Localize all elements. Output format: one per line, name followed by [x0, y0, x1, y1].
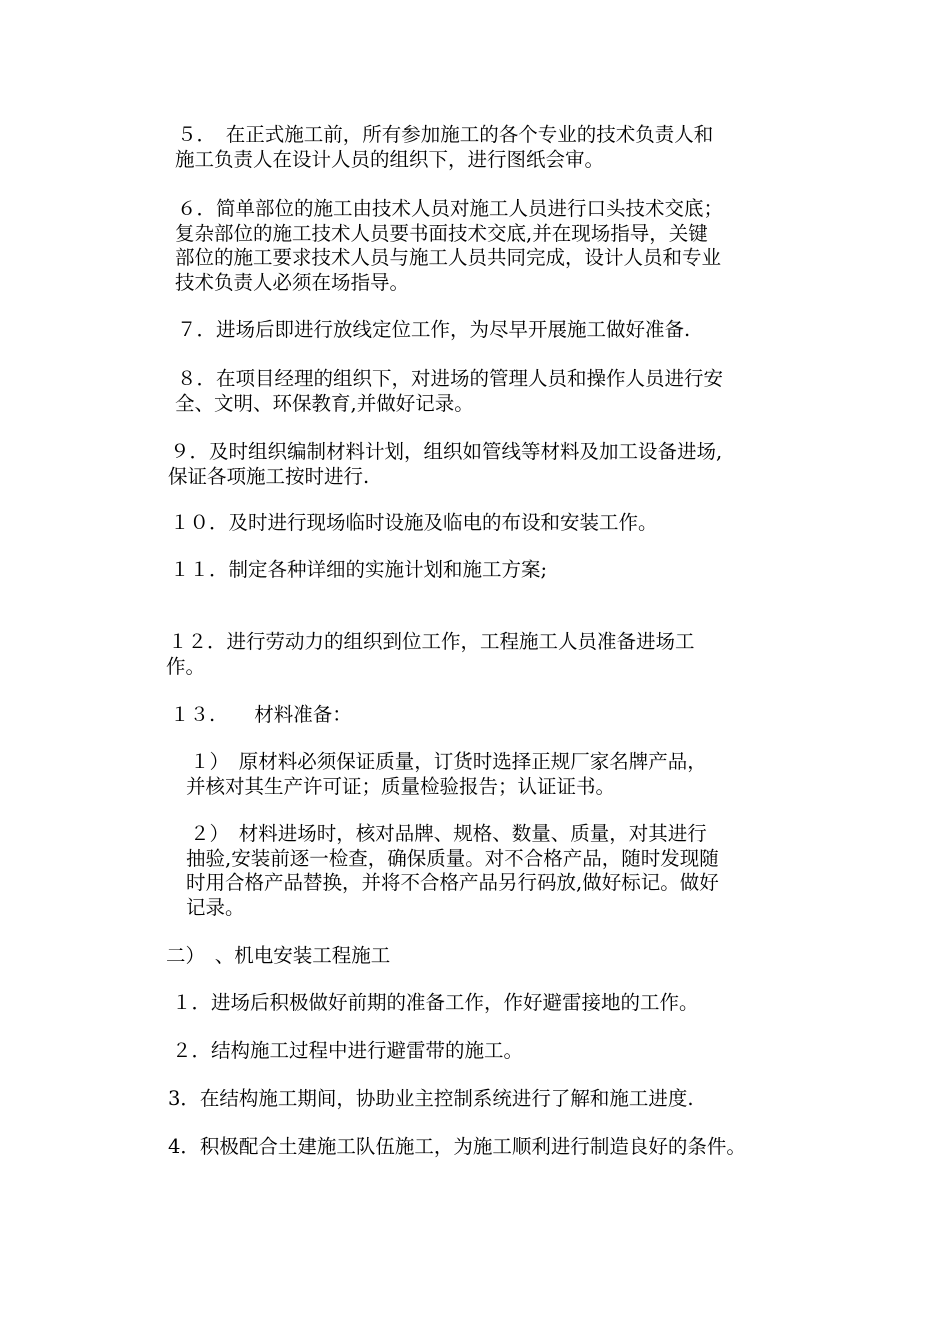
paragraph-line: 施工负责人在设计人员的组织下，进行图纸会审。 — [175, 147, 605, 171]
paragraph-line: ９．及时组织编制材料计划，组织如管线等材料及加工设备进场, — [170, 440, 723, 463]
paragraph-item-s2-1 — [0, 991, 950, 1016]
paragraph-line: 并核对其生产许可证；质量检验报告；认证证书。 — [186, 774, 616, 798]
paragraph-item-5 — [0, 123, 950, 172]
paragraph-line: 部位的施工要求技术人员与施工人员共同完成，设计人员和专业 — [175, 246, 722, 269]
paragraph-line: ６．简单部位的施工由技术人员对施工人员进行口头技术交底； — [177, 197, 724, 220]
paragraph-line: １．进场后积极做好前期的准备工作，作好避雷接地的工作。 — [172, 991, 699, 1014]
paragraph-item-7 — [0, 318, 950, 343]
section-heading — [0, 944, 950, 969]
paragraph-item-11 — [0, 558, 950, 583]
paragraph-line: 记录。 — [186, 895, 245, 919]
paragraph-item-s2-2 — [0, 1039, 950, 1064]
paragraph-item-12 — [0, 630, 950, 679]
paragraph-item-13-2 — [0, 822, 950, 920]
paragraph-line: １０．及时进行现场临时设施及临电的布设和安装工作。 — [170, 511, 658, 534]
paragraph-line: １１．制定各种详细的实施计划和施工方案; — [170, 558, 548, 581]
paragraph-line: 3．在结构施工期间，协助业主控制系统进行了解和施工进度. — [168, 1087, 694, 1110]
paragraph-line: １２．进行劳动力的组织到位工作，工程施工人员准备进场工 — [168, 630, 695, 653]
paragraph-line: 全、文明、环保教育,并做好记录。 — [175, 391, 474, 415]
paragraph-item-10 — [0, 511, 950, 536]
paragraph-line: 作。 — [166, 654, 206, 678]
paragraph-line: １３. 材料准备： — [170, 703, 352, 726]
paragraph-item-8 — [0, 367, 950, 416]
paragraph-line: 4．积极配合土建施工队伍施工，为施工顺利进行制造良好的条件。 — [168, 1135, 746, 1158]
paragraph-line: １） 原材料必须保证质量，订货时选择正规厂家名牌产品， — [190, 750, 707, 773]
paragraph-line: 复杂部位的施工技术人员要书面技术交底,并在现场指导，关键 — [175, 221, 708, 245]
paragraph-item-s2-4 — [0, 1135, 950, 1160]
paragraph-item-13-1 — [0, 750, 950, 799]
paragraph-line: ７．进场后即进行放线定位工作，为尽早开展施工做好准备. — [177, 318, 691, 341]
paragraph-line: 保证各项施工按时进行. — [168, 464, 370, 488]
paragraph-line: ８．在项目经理的组织下，对进场的管理人员和操作人员进行安 — [177, 367, 724, 390]
paragraph-item-s2-3 — [0, 1087, 950, 1112]
section-heading-text: 二） 、机电安装工程施工 — [166, 944, 391, 967]
paragraph-item-13 — [0, 703, 950, 728]
paragraph-line: 抽验,安装前逐一检查，确保质量。对不合格产品，随时发现随 — [186, 846, 719, 870]
paragraph-line: ２．结构施工过程中进行避雷带的施工。 — [172, 1039, 524, 1062]
paragraph-line: ５． 在正式施工前，所有参加施工的各个专业的技术负责人和 — [177, 123, 714, 146]
paragraph-item-6 — [0, 197, 950, 295]
paragraph-line: ２） 材料进场时，核对品牌、规格、数量、质量，对其进行 — [190, 822, 707, 845]
paragraph-item-9 — [0, 440, 950, 489]
paragraph-line: 技术负责人必须在场指导。 — [175, 270, 410, 294]
paragraph-line: 时用合格产品替换，并将不合格产品另行码放,做好标记。做好 — [186, 871, 719, 894]
